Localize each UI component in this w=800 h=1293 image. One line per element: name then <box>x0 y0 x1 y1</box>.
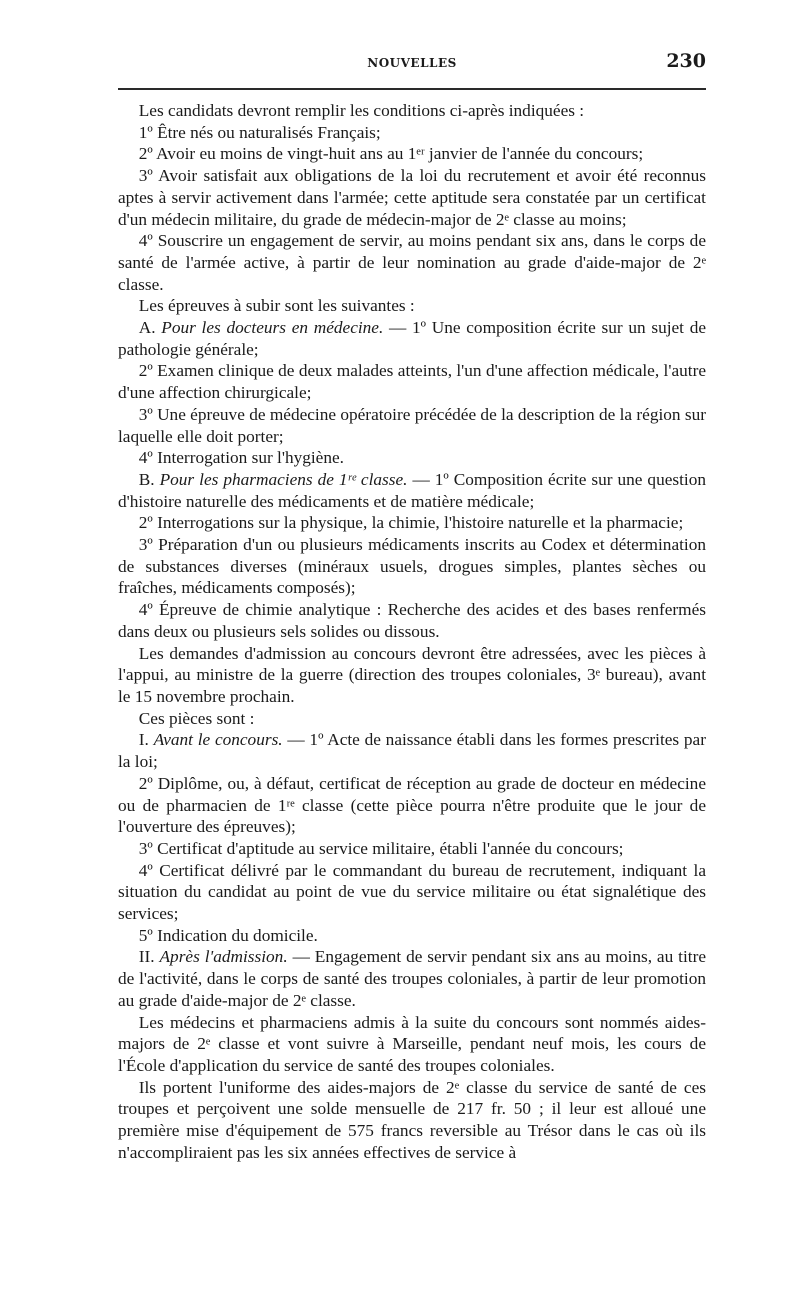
paragraph-lead: II. <box>138 947 160 967</box>
section-heading: Pour les pharmaciens de 1ʳᵉ classe. <box>159 469 408 489</box>
paragraph: 4º Certificat délivré par le commandant du bureau de recrutement, indiquant la situation du candidat au point de vue du service militaire ou état signalétique des services; <box>118 860 706 924</box>
page-header <box>118 50 706 76</box>
paragraph <box>118 317 706 360</box>
paragraph-lead: I. <box>138 730 154 750</box>
section-heading: Avant le concours. <box>153 730 283 750</box>
paragraph: 5º Indication du domicile. <box>138 925 318 945</box>
paragraph-rest: — 1º Acte de naissance établi dans les formes prescrites par la loi; <box>118 730 706 772</box>
page-number: 230 <box>666 50 706 72</box>
paragraph: Les épreuves à subir sont les suivantes : <box>138 296 415 316</box>
section-heading: Pour les docteurs en médecine. <box>161 318 384 338</box>
paragraph: 3º Avoir satisfait aux obligations de la loi du recrutement et avoir été reconnus aptes à servir activement dans l'armée; cette aptitude sera constatée par un certificat d'un médecin militaire, du grade de médecin-major de 2ᵉ classe au moins; <box>118 166 706 229</box>
paragraph: 3º Certificat d'aptitude au service militaire, établi l'année du concours; <box>138 838 624 858</box>
paragraph <box>118 729 706 772</box>
paragraph: 2º Avoir eu moins de vingt-huit ans au 1ᵉʳ janvier de l'année du concours; <box>138 144 644 164</box>
paragraph: 3º Préparation d'un ou plusieurs médicaments inscrits au Codex et détermination de substances diverses (minéraux usuels, drogues simples, plantes sèches ou fraîches, médicaments composés); <box>118 535 706 598</box>
paragraph: Ils portent l'uniforme des aides-majors de 2ᵉ classe du service de santé de ces troupes et perçoivent une solde mensuelle de 217 fr. 50 ; il leur est alloué une première mise d'équipement de 575 francs reversible au Trésor dans le cas où ils n'accompliraient pas les six années effectives de service à <box>118 1077 706 1162</box>
paragraph: 4º Épreuve de chimie analytique : Recherche des acides et des bases renfermés dans deux ou plusieurs sels solides ou dissous. <box>118 600 706 641</box>
paragraph: Ces pièces sont : <box>138 708 255 728</box>
paragraph: 4º Interrogation sur l'hygiène. <box>138 448 344 468</box>
paragraph: Les médecins et pharmaciens admis à la suite du concours sont nommés aides-majors de 2ᵉ classe et vont suivre à Marseille, pendant neuf mois, les cours de l'École d'application du service de santé des troupes coloniales. <box>118 1012 706 1075</box>
paragraph-rest: — 1º Une composition écrite sur un sujet de pathologie générale; <box>118 318 707 359</box>
paragraph-rest: — Engagement de servir pendant six ans au moins, au titre de l'activité, dans le corps de santé des troupes coloniales, à partir de leur promotion au grade d'aide-major de 2ᵉ classe. <box>118 947 706 1010</box>
paragraph-rest: — 1º Composition écrite sur une question d'histoire naturelle des médicaments et de matière médicale; <box>118 469 706 511</box>
running-title: NOUVELLES <box>367 56 457 70</box>
paragraph <box>118 946 706 1011</box>
body-text <box>118 100 706 1163</box>
header-rule <box>118 88 706 90</box>
section-heading: Après l'admission. <box>159 947 288 967</box>
paragraph-lead: B. <box>138 469 160 489</box>
paragraph: Les demandes d'admission au concours devront être adressées, avec les pièces à l'appui, au ministre de la guerre (direction des troupes coloniales, 3ᵉ bureau), avant le 15 novembre prochain. <box>118 643 706 706</box>
paragraph <box>118 469 706 512</box>
paragraph: 2º Examen clinique de deux malades atteints, l'un d'une affection médicale, l'autre d'une affection chirurgicale; <box>118 361 706 403</box>
paragraph: Les candidats devront remplir les conditions ci-après indiquées : <box>138 101 585 120</box>
paragraph: 2º Diplôme, ou, à défaut, certificat de réception au grade de docteur en médecine ou de pharmacien de 1ʳᵉ classe (cette pièce pourra n'être produite que le jour de l'ouverture des épreuves); <box>118 773 706 837</box>
paragraph: 4º Souscrire un engagement de servir, au moins pendant six ans, dans le corps de santé de l'armée active, à partir de leur nomination au grade d'aide-major de 2ᵉ classe. <box>118 231 706 294</box>
paragraph: 2º Interrogations sur la physique, la chimie, l'histoire naturelle et la pharmacie; <box>138 513 684 533</box>
paragraph-lead: A. <box>138 318 162 338</box>
paragraph: 1º Être nés ou naturalisés Français; <box>138 122 381 142</box>
paragraph: 3º Une épreuve de médecine opératoire précédée de la description de la région sur laquelle elle doit porter; <box>118 404 706 446</box>
